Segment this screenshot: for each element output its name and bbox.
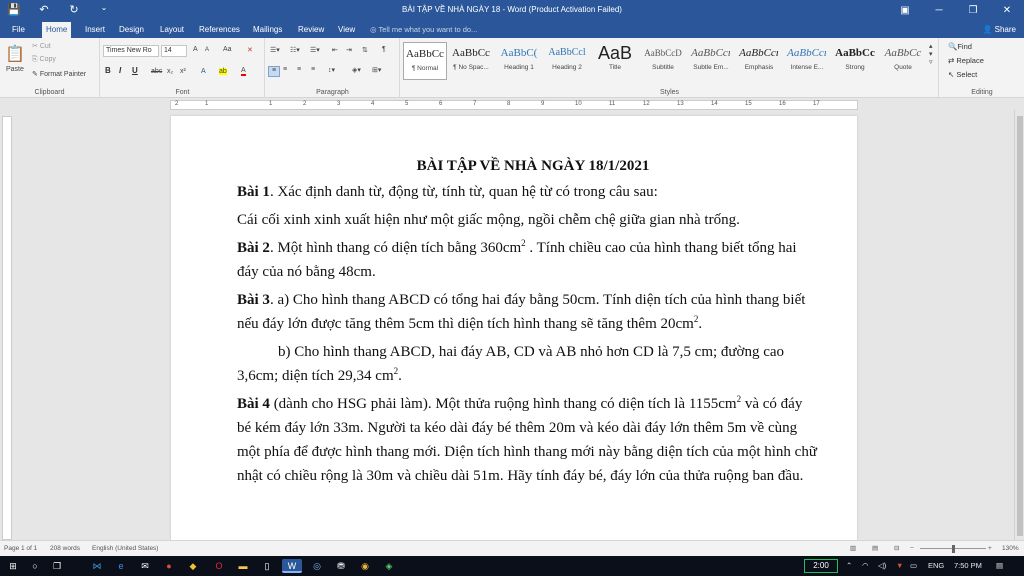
editing-group: [940, 38, 1024, 98]
battery-indicator[interactable]: 2:00: [804, 559, 838, 573]
multilevel-list-icon[interactable]: ☰▾: [310, 47, 320, 54]
undo-icon[interactable]: ↶: [39, 4, 49, 16]
opera-icon[interactable]: O: [215, 561, 223, 571]
style-preview: AaBbCc: [884, 47, 922, 59]
exercise-text: . a) Cho hình thang ABCD có tổng hai đáy bằng 50cm. Tính diện tích của hình thang biết nếu đáy lớn được tăng thêm 5cm thì diện tích hình thang sẽ tăng thêm 20cm: [237, 291, 806, 332]
justify-icon[interactable]: ≡: [311, 66, 316, 73]
exercise-text: và có đáy bé kém đáy lớn 33m. Người ta kéo dài đáy bé thêm 20m và kéo dài đáy lớn thêm 5m về cùng một phía để được hình thang mới. Diện tích hình thang mới này bằng diện tích của một hình chữ nhật có chiều rộng là 30m và chiều dài 51m. Hãy tính đáy bé, đáy lớn của thửa ruộng ban đầu.: [237, 395, 817, 485]
exercise-label: Bài 2: [237, 239, 270, 256]
strikethrough-button[interactable]: abc: [151, 68, 163, 75]
ruler-number: 13: [677, 101, 684, 107]
line-spacing-icon[interactable]: ↕▾: [328, 67, 336, 74]
superscript: 2: [393, 366, 399, 376]
notepad-icon[interactable]: ▯: [264, 561, 270, 571]
app-red-icon[interactable]: ●: [166, 561, 172, 571]
text-effects-icon[interactable]: A: [201, 68, 206, 75]
tab-references[interactable]: References: [199, 25, 240, 34]
style-preview: AaBbCcl: [548, 47, 586, 58]
tab-mailings[interactable]: Mailings: [253, 25, 283, 34]
style-emphasis[interactable]: [737, 42, 781, 80]
numbering-icon[interactable]: ☷▾: [290, 47, 300, 54]
lightbulb-icon: ◎: [370, 25, 379, 34]
style-name: Strong: [845, 64, 865, 71]
person-icon: 👤: [982, 25, 995, 34]
wifi-icon[interactable]: ◠: [862, 561, 869, 570]
style-no-spacing[interactable]: [449, 42, 493, 80]
brush-icon: ✎: [32, 71, 40, 78]
app-yellow-icon[interactable]: ◆: [189, 561, 197, 571]
style-heading-2[interactable]: [545, 42, 589, 80]
styles-group-label: Styles: [659, 89, 680, 96]
ruler-number: 17: [813, 101, 820, 107]
style-subtle-emphasis[interactable]: [689, 42, 733, 80]
superscript: 2: [521, 237, 526, 248]
vertical-ruler[interactable]: [2, 116, 12, 540]
zoom-in-button[interactable]: +: [988, 545, 992, 552]
task-view-icon[interactable]: ❐: [52, 561, 62, 571]
language-indicator[interactable]: ENG: [928, 561, 945, 570]
ruler-number: 9: [541, 101, 545, 107]
store-icon[interactable]: ⛃: [337, 561, 345, 571]
copy-icon: ⎘: [32, 56, 40, 63]
style-subtitle[interactable]: [641, 42, 685, 80]
style-name: Intense E...: [790, 64, 824, 71]
style-name: Heading 2: [552, 64, 582, 71]
tab-insert[interactable]: Insert: [85, 25, 106, 34]
style-name: Title: [608, 64, 622, 71]
align-right-icon[interactable]: ≡: [297, 66, 302, 73]
clock[interactable]: 7:50 PM: [954, 561, 982, 570]
save-icon[interactable]: 💾: [7, 4, 21, 16]
bullets-icon[interactable]: ☰▾: [270, 47, 280, 54]
document-page[interactable]: [171, 116, 857, 540]
ruler-number: 14: [711, 101, 718, 107]
paragraph-group: [266, 38, 400, 98]
style-name: Quote: [894, 64, 912, 71]
superscript-button[interactable]: x²: [180, 68, 186, 75]
ruler-number: 4: [371, 101, 375, 107]
editing-group-label: Editing: [971, 89, 993, 96]
ruler-number: 7: [473, 101, 477, 107]
vscode-icon[interactable]: ⋈: [92, 561, 102, 571]
tray-chevron-icon[interactable]: ⌃: [846, 561, 853, 570]
font-group-label: Font: [175, 89, 190, 96]
styles-group: [401, 38, 939, 98]
clipboard-group: [0, 38, 100, 98]
zoom-level[interactable]: 130%: [1002, 545, 1019, 552]
ribbon-tabs: [0, 22, 1024, 38]
paste-icon[interactable]: 📋: [5, 46, 25, 63]
exercise-text: b) Cho hình thang ABCD, hai đáy AB, CD và AB nhỏ hơn CD là 7,5 cm; đường cao 3,6cm; diện tích 29,34 cm: [237, 343, 785, 384]
paragraph-bai-4: [237, 392, 817, 489]
scissors-icon: ✂: [32, 43, 40, 50]
antivirus-icon[interactable]: ▼: [896, 561, 904, 570]
format-painter-label: Format Painter: [39, 71, 87, 78]
font-family-select[interactable]: Times New Ro: [103, 45, 159, 57]
message-icon[interactable]: ▭: [910, 561, 918, 570]
tab-layout[interactable]: Layout: [160, 25, 185, 34]
ruler-number: 1: [205, 101, 209, 107]
grow-font-button[interactable]: A: [193, 46, 198, 53]
style-preview: AaBbCcı: [739, 47, 779, 59]
align-center-icon[interactable]: ≡: [283, 66, 288, 73]
vertical-scrollbar[interactable]: [1014, 110, 1024, 540]
customize-icon[interactable]: ⌄: [100, 3, 108, 12]
clear-formatting-icon[interactable]: ✕: [247, 47, 253, 54]
shrink-font-button[interactable]: A: [205, 47, 210, 53]
shading-icon[interactable]: ◈▾: [352, 67, 361, 74]
exercise-text: . Xác định danh từ, động từ, tính từ, quan hệ từ có trong câu sau:: [269, 184, 658, 201]
document-title: BÀI TẬP VỀ NHÀ NGÀY 18/1/2021: [416, 158, 650, 174]
font-color-icon[interactable]: A: [241, 67, 246, 74]
clipboard-group-label: Clipboard: [34, 89, 65, 96]
superscript: 2: [736, 393, 742, 404]
exercise-text: (dành cho HSG phải làm). Một thửa ruộng hình thang có diện tích là 1155cm: [269, 395, 737, 412]
language-status[interactable]: English (United States): [92, 545, 159, 552]
style-quote[interactable]: [881, 42, 925, 80]
decrease-indent-icon[interactable]: ⇤: [332, 47, 338, 54]
highlight-icon[interactable]: ab: [219, 68, 227, 75]
edge-icon[interactable]: e: [118, 561, 124, 571]
search-icon: 🔍: [948, 42, 958, 51]
cut-label: Cut: [39, 43, 51, 50]
style-name: ¶ No Spac...: [453, 64, 489, 71]
chrome-icon[interactable]: ◉: [361, 561, 369, 571]
style-preview: AaBbCc: [452, 47, 490, 59]
window-title: BÀI TẬP VỀ NHÀ NGÀY 18 - Word (Product Activation Failed): [402, 5, 622, 14]
minimize-button[interactable]: ─: [935, 5, 943, 16]
mail-icon[interactable]: ✉: [141, 561, 149, 571]
style-name: Heading 1: [504, 64, 534, 71]
zoom-slider-thumb[interactable]: [952, 545, 955, 553]
search-icon[interactable]: ○: [32, 561, 38, 571]
paragraph-bai-1: [237, 180, 817, 204]
style-name: Subtle Em...: [693, 64, 729, 71]
style-preview: AaBbCcD: [644, 48, 682, 58]
ruler-number: 1: [269, 101, 273, 107]
show-marks-button[interactable]: ¶: [382, 46, 386, 53]
style-preview: AaBbCcı: [787, 47, 827, 59]
paste-button[interactable]: Paste: [6, 66, 24, 73]
ruler-number: 8: [507, 101, 511, 107]
paragraph-bai-3b: [237, 340, 817, 388]
tab-home[interactable]: Home: [42, 22, 71, 38]
ribbon: [0, 38, 1024, 98]
subscript-button[interactable]: x₂: [167, 68, 174, 75]
zoom-out-button[interactable]: −: [910, 545, 914, 552]
replace-label: Replace: [956, 56, 984, 65]
tab-file[interactable]: File: [12, 25, 25, 34]
find-label: Find: [957, 42, 972, 51]
style-normal[interactable]: [403, 42, 447, 80]
copy-button[interactable]: [32, 56, 56, 64]
italic-button[interactable]: I: [119, 66, 122, 75]
redo-icon[interactable]: ↻: [69, 4, 79, 16]
status-bar: [0, 540, 1024, 556]
exercise-text: .: [698, 316, 703, 332]
style-strong[interactable]: [833, 42, 877, 80]
find-button[interactable]: [948, 42, 972, 51]
replace-icon: ⇄: [948, 56, 957, 65]
superscript: 2: [693, 314, 699, 324]
app-blue-icon[interactable]: ◎: [313, 561, 321, 571]
style-heading-1[interactable]: [497, 42, 541, 80]
close-button[interactable]: ✕: [1002, 5, 1012, 16]
restore-button[interactable]: ❐: [968, 5, 978, 16]
select-button[interactable]: [948, 70, 977, 79]
title-bar: [0, 0, 1024, 22]
copy-label: Copy: [39, 56, 56, 63]
exercise-text: . Một hình thang có diện tích bằng 360cm: [269, 239, 522, 256]
tell-me-box[interactable]: [370, 22, 477, 38]
app-green-icon[interactable]: ◈: [385, 561, 393, 571]
ruler-number: 5: [405, 101, 409, 107]
ruler-number: 12: [643, 101, 650, 107]
paragraph-bai-2: [237, 236, 817, 284]
font-group: [101, 38, 265, 98]
paragraph-group-label: Paragraph: [316, 89, 349, 96]
taskbar: [0, 556, 1024, 576]
explorer-icon[interactable]: ▬: [238, 561, 248, 571]
horizontal-ruler[interactable]: [170, 100, 858, 110]
align-left-icon[interactable]: ≡: [268, 66, 280, 77]
word-count[interactable]: 208 words: [50, 545, 80, 552]
ruler-number: 6: [439, 101, 443, 107]
ruler-number: 2: [175, 101, 179, 107]
style-name: Emphasis: [744, 64, 774, 71]
style-title[interactable]: [593, 42, 637, 80]
ruler-number: 10: [575, 101, 582, 107]
font-size-select[interactable]: 14: [161, 45, 187, 57]
cursor-icon: ↖: [948, 70, 957, 79]
read-mode-icon[interactable]: ▥: [850, 545, 857, 552]
ruler-number: 3: [337, 101, 341, 107]
ruler-number: 15: [745, 101, 752, 107]
style-preview: AaB: [597, 43, 633, 63]
paragraph-sentence: Cái cối xinh xinh xuất hiện như một giấc mộng, ngồi chễm chệ giữa gian nhà trống.: [237, 212, 740, 228]
select-label: Select: [956, 70, 978, 79]
word-icon[interactable]: W: [282, 559, 302, 573]
volume-icon[interactable]: ◁): [878, 561, 887, 570]
styles-more-icon[interactable]: ▴ ▾ ▿: [929, 43, 933, 66]
tab-review[interactable]: Review: [298, 25, 325, 34]
scrollbar-thumb[interactable]: [1017, 116, 1023, 536]
print-layout-icon[interactable]: ▤: [872, 545, 879, 552]
notifications-icon[interactable]: ▤: [996, 561, 1004, 570]
tab-design[interactable]: Design: [119, 25, 144, 34]
sort-icon[interactable]: ⇅: [362, 47, 368, 54]
style-preview: AaBbCc: [835, 47, 875, 59]
exercise-text: .: [398, 368, 402, 384]
style-preview: AaBbCcı: [691, 47, 731, 59]
web-layout-icon[interactable]: ⊟: [894, 545, 900, 552]
exercise-label: Bài 3: [237, 291, 270, 308]
borders-icon[interactable]: ⊞▾: [372, 67, 382, 74]
style-intense-emphasis[interactable]: [785, 42, 829, 80]
window-controls: [888, 0, 1024, 22]
ribbon-display-icon[interactable]: ▣: [900, 5, 910, 16]
exercise-label: Bài 4: [237, 395, 270, 412]
ruler-number: 16: [779, 101, 786, 107]
document-body[interactable]: [237, 154, 817, 492]
page-count[interactable]: Page 1 of 1: [4, 545, 38, 552]
cut-button[interactable]: [32, 42, 51, 50]
bold-button[interactable]: B: [105, 66, 111, 75]
style-preview: AaBbCc: [406, 48, 444, 60]
tell-me-placeholder: Tell me what you want to do...: [378, 25, 478, 34]
share-button[interactable]: [982, 22, 1016, 38]
share-label: Share: [994, 25, 1016, 34]
ruler-number: 2: [303, 101, 307, 107]
exercise-label: Bài 1: [237, 184, 270, 201]
style-name: Subtitle: [652, 64, 674, 71]
exercise-text: . Tính chiều cao của hình thang biết tổng hai đáy của nó bằng 48cm.: [237, 239, 797, 280]
change-case-button[interactable]: Aa: [223, 46, 232, 53]
ruler-number: 11: [609, 101, 616, 107]
start-icon[interactable]: ⊞: [9, 561, 17, 571]
replace-button[interactable]: [948, 56, 984, 65]
format-painter-button[interactable]: [32, 70, 86, 78]
underline-button[interactable]: U: [132, 66, 138, 75]
paragraph-bai-3a: [237, 288, 817, 336]
increase-indent-icon[interactable]: ⇥: [346, 47, 352, 54]
tab-view[interactable]: View: [338, 25, 356, 34]
style-preview: AaBbC(: [500, 47, 538, 59]
style-name: ¶ Normal: [411, 65, 439, 72]
